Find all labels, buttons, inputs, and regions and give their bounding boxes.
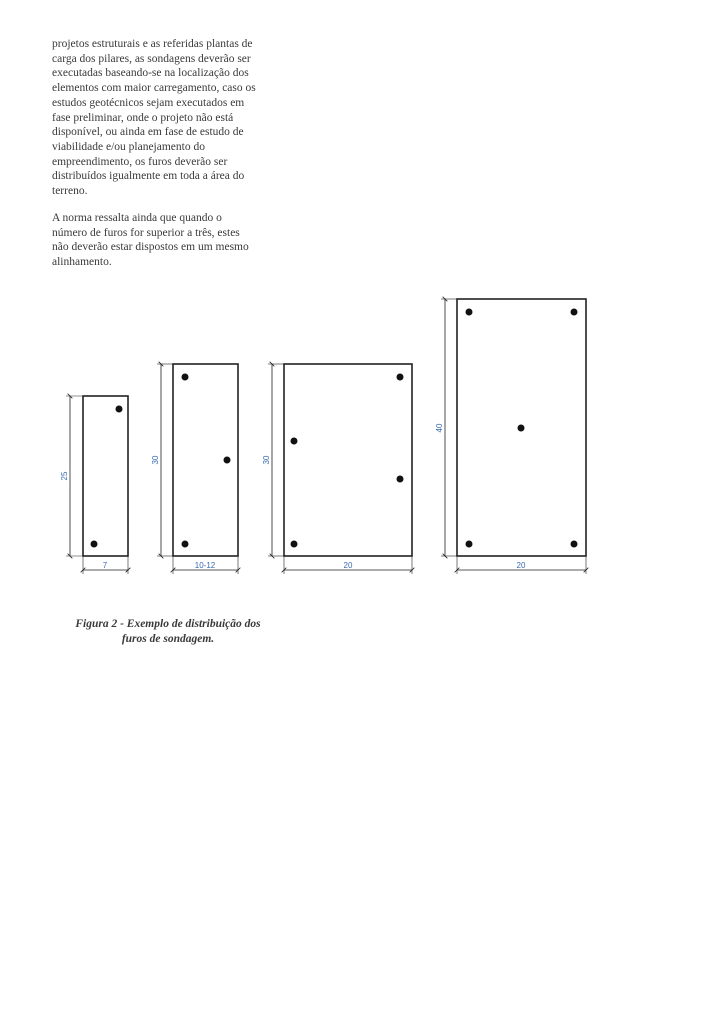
caption-line-1: Figura 2 - Exemplo de distribuição dos	[75, 618, 261, 630]
text-line: terreno.	[52, 185, 88, 198]
text-line: número de furos for superior a três, estes	[52, 226, 240, 239]
plan-outline	[83, 396, 128, 556]
plan-1-height-label: 25	[60, 471, 69, 481]
text-line: alinhamento.	[52, 256, 112, 269]
text-line: viabilidade e/ou planejamento do	[52, 140, 205, 153]
borehole-dot	[291, 438, 298, 445]
borehole-dot	[397, 374, 404, 381]
plan-1-width-label: 7	[102, 561, 108, 570]
plan-4	[441, 299, 586, 574]
text-line: executadas baseando-se na localização dos	[52, 67, 249, 80]
plan-2-height-label: 30	[151, 455, 160, 465]
borehole-distribution-figure	[0, 280, 724, 600]
borehole-dot	[518, 425, 525, 432]
borehole-dot	[224, 457, 231, 464]
plan-4-height-label: 40	[435, 423, 444, 433]
plan-1	[66, 396, 128, 574]
plan-outline	[284, 364, 412, 556]
text-line: elementos com maior carregamento, caso os	[52, 82, 256, 95]
borehole-dot	[466, 309, 473, 316]
text-line: não deverão estar dispostos em um mesmo	[52, 241, 249, 254]
text-line: A norma ressalta ainda que quando o	[52, 212, 222, 224]
text-line: disponível, ou ainda em fase de estudo de	[52, 126, 244, 139]
borehole-dot	[466, 541, 473, 548]
text-line: distribuídos igualmente em toda a área do	[52, 170, 245, 183]
borehole-dot	[291, 541, 298, 548]
borehole-dot	[571, 541, 578, 548]
text-line: projetos estruturais e as referidas plantas de	[52, 38, 253, 50]
body-paragraph-2	[52, 211, 287, 270]
text-line: estudos geotécnicos sejam executados em	[52, 96, 245, 109]
borehole-dot	[116, 406, 123, 413]
plan-4-width-label: 20	[516, 561, 526, 570]
figure-caption	[58, 617, 278, 646]
borehole-dot	[571, 309, 578, 316]
text-line: fase preliminar, onde o projeto não está	[52, 111, 234, 124]
plan-2-width-label: 10-12	[194, 561, 216, 570]
text-line: empreendimento, os furos deverão ser	[52, 155, 228, 168]
borehole-dot	[182, 374, 189, 381]
plan-3-height-label: 30	[262, 455, 271, 465]
text-line: carga dos pilares, as sondagens deverão ser	[52, 52, 251, 65]
borehole-dot	[91, 541, 98, 548]
body-paragraph-1	[52, 37, 287, 199]
plan-3-width-label: 20	[343, 561, 353, 570]
borehole-dot	[182, 541, 189, 548]
plan-3	[268, 364, 412, 574]
borehole-dot	[397, 476, 404, 483]
caption-line-2: furos de sondagem.	[121, 632, 215, 645]
plan-2	[157, 364, 238, 574]
